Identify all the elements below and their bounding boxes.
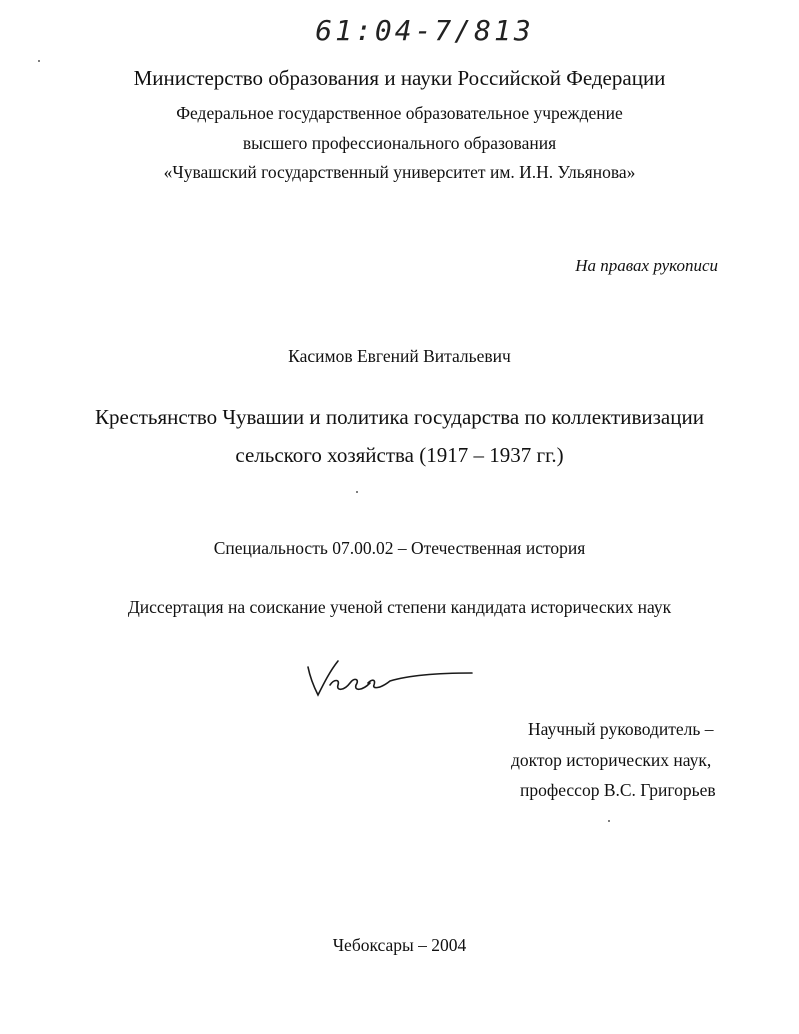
archive-code: 61:04-7/813 xyxy=(315,14,534,47)
advisor-line-3: профессор В.С. Григорьев xyxy=(520,780,716,800)
scan-speck xyxy=(38,60,40,62)
city-year: Чебоксары – 2004 xyxy=(332,935,467,955)
author-signature xyxy=(300,655,480,705)
scan-speck xyxy=(356,491,358,493)
dissertation-type: Диссертация на соискание ученой степени кандидата исторических наук xyxy=(127,597,672,617)
institution-line-3: «Чувашский государственный университет им. И.Н. Ульянова» xyxy=(163,162,636,182)
manuscript-note: На правах рукописи xyxy=(575,256,718,275)
advisor-line-2: доктор исторических наук, xyxy=(511,750,712,770)
scan-speck xyxy=(608,820,610,822)
institution-line-1: Федеральное государственное образовательное учреждение xyxy=(176,103,623,123)
thesis-title-line-1: Крестьянство Чувашии и политика государства по коллективизации xyxy=(95,405,704,429)
advisor-line-1: Научный руководитель – xyxy=(528,719,714,739)
ministry-name: Министерство образования и науки Российской Федерации xyxy=(133,66,666,90)
thesis-title-line-2: сельского хозяйства (1917 – 1937 гг.) xyxy=(235,443,564,467)
specialty: Специальность 07.00.02 – Отечественная история xyxy=(213,538,586,558)
author-name: Касимов Евгений Витальевич xyxy=(288,346,511,366)
institution-line-2: высшего профессионального образования xyxy=(242,133,557,153)
